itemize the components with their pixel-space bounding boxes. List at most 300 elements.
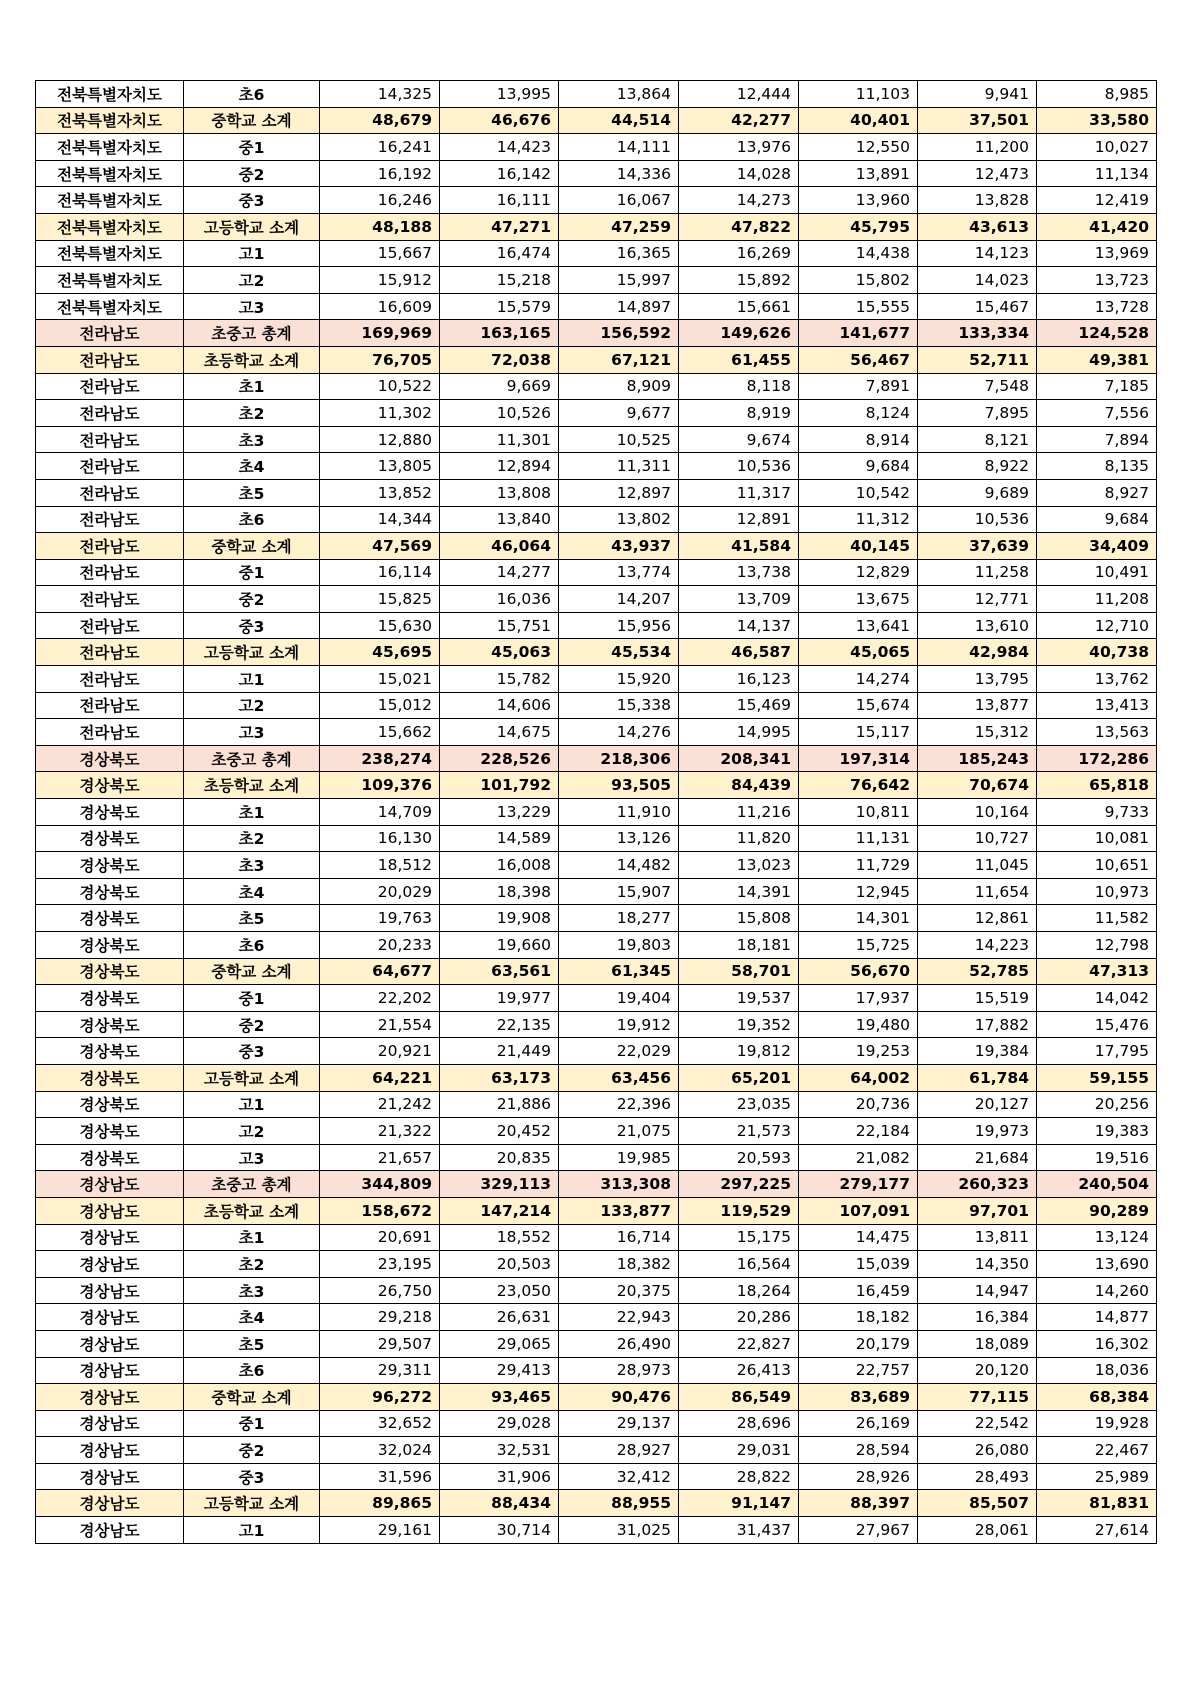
value-cell: 22,396 xyxy=(559,1091,679,1118)
value-cell: 14,042 xyxy=(1037,985,1157,1012)
value-cell: 15,956 xyxy=(559,612,679,639)
region-cell: 전북특별자치도 xyxy=(36,160,184,187)
value-cell: 93,505 xyxy=(559,772,679,799)
value-cell: 15,021 xyxy=(320,666,440,693)
value-cell: 14,475 xyxy=(799,1224,918,1251)
value-cell: 158,672 xyxy=(320,1197,440,1224)
value-cell: 7,548 xyxy=(918,373,1037,400)
value-cell: 14,589 xyxy=(440,825,559,852)
value-cell: 14,277 xyxy=(440,559,559,586)
value-cell: 13,808 xyxy=(440,479,559,506)
value-cell: 46,587 xyxy=(679,639,799,666)
value-cell: 22,184 xyxy=(799,1118,918,1145)
value-cell: 45,695 xyxy=(320,639,440,666)
category-cell: 초4 xyxy=(184,1304,320,1331)
region-cell: 전북특별자치도 xyxy=(36,213,184,240)
category-cell: 중1 xyxy=(184,134,320,161)
value-cell: 48,679 xyxy=(320,107,440,134)
value-cell: 8,121 xyxy=(918,426,1037,453)
value-cell: 19,516 xyxy=(1037,1144,1157,1171)
value-cell: 15,782 xyxy=(440,666,559,693)
region-cell: 경상북도 xyxy=(36,1144,184,1171)
category-cell: 초등학교 소계 xyxy=(184,772,320,799)
subtotal-row xyxy=(36,1490,1157,1517)
category-cell: 초6 xyxy=(184,81,320,108)
category-cell: 고3 xyxy=(184,1144,320,1171)
category-cell: 초중고 총계 xyxy=(184,320,320,347)
category-cell: 중3 xyxy=(184,1038,320,1065)
value-cell: 20,593 xyxy=(679,1144,799,1171)
value-cell: 20,503 xyxy=(440,1251,559,1278)
table-row xyxy=(36,1463,1157,1490)
table-row xyxy=(36,267,1157,294)
table-row xyxy=(36,1437,1157,1464)
region-cell: 전라남도 xyxy=(36,400,184,427)
value-cell: 15,661 xyxy=(679,293,799,320)
value-cell: 47,569 xyxy=(320,533,440,560)
value-cell: 15,630 xyxy=(320,612,440,639)
value-cell: 8,135 xyxy=(1037,453,1157,480)
value-cell: 65,818 xyxy=(1037,772,1157,799)
region-cell: 전북특별자치도 xyxy=(36,187,184,214)
value-cell: 15,117 xyxy=(799,719,918,746)
value-cell: 10,727 xyxy=(918,825,1037,852)
value-cell: 19,352 xyxy=(679,1011,799,1038)
value-cell: 20,127 xyxy=(918,1091,1037,1118)
value-cell: 9,669 xyxy=(440,373,559,400)
value-cell: 18,552 xyxy=(440,1224,559,1251)
value-cell: 97,701 xyxy=(918,1197,1037,1224)
value-cell: 40,145 xyxy=(799,533,918,560)
value-cell: 26,080 xyxy=(918,1437,1037,1464)
value-cell: 10,491 xyxy=(1037,559,1157,586)
table-row xyxy=(36,1517,1157,1544)
category-cell: 중3 xyxy=(184,612,320,639)
region-cell: 경상북도 xyxy=(36,799,184,826)
value-cell: 133,877 xyxy=(559,1197,679,1224)
table-row xyxy=(36,506,1157,533)
category-cell: 중3 xyxy=(184,1463,320,1490)
value-cell: 28,594 xyxy=(799,1437,918,1464)
value-cell: 52,711 xyxy=(918,346,1037,373)
value-cell: 84,439 xyxy=(679,772,799,799)
region-cell: 전라남도 xyxy=(36,479,184,506)
value-cell: 124,528 xyxy=(1037,320,1157,347)
value-cell: 27,967 xyxy=(799,1517,918,1544)
value-cell: 18,182 xyxy=(799,1304,918,1331)
value-cell: 19,383 xyxy=(1037,1118,1157,1145)
value-cell: 26,490 xyxy=(559,1330,679,1357)
value-cell: 16,008 xyxy=(440,852,559,879)
region-cell: 경상북도 xyxy=(36,1011,184,1038)
value-cell: 41,584 xyxy=(679,533,799,560)
value-cell: 40,738 xyxy=(1037,639,1157,666)
value-cell: 8,919 xyxy=(679,400,799,427)
value-cell: 11,311 xyxy=(559,453,679,480)
table-row xyxy=(36,905,1157,932)
value-cell: 19,977 xyxy=(440,985,559,1012)
value-cell: 14,111 xyxy=(559,134,679,161)
value-cell: 11,312 xyxy=(799,506,918,533)
value-cell: 10,811 xyxy=(799,799,918,826)
value-cell: 7,556 xyxy=(1037,400,1157,427)
region-cell: 경상남도 xyxy=(36,1277,184,1304)
value-cell: 11,216 xyxy=(679,799,799,826)
value-cell: 19,928 xyxy=(1037,1410,1157,1437)
category-cell: 중학교 소계 xyxy=(184,107,320,134)
value-cell: 25,989 xyxy=(1037,1463,1157,1490)
value-cell: 11,729 xyxy=(799,852,918,879)
value-cell: 14,350 xyxy=(918,1251,1037,1278)
value-cell: 14,606 xyxy=(440,692,559,719)
value-cell: 28,822 xyxy=(679,1463,799,1490)
value-cell: 8,985 xyxy=(1037,81,1157,108)
value-cell: 13,728 xyxy=(1037,293,1157,320)
value-cell: 15,555 xyxy=(799,293,918,320)
region-cell: 전라남도 xyxy=(36,586,184,613)
value-cell: 13,610 xyxy=(918,612,1037,639)
value-cell: 19,973 xyxy=(918,1118,1037,1145)
value-cell: 64,002 xyxy=(799,1064,918,1091)
value-cell: 21,554 xyxy=(320,1011,440,1038)
value-cell: 27,614 xyxy=(1037,1517,1157,1544)
value-cell: 12,444 xyxy=(679,81,799,108)
value-cell: 15,920 xyxy=(559,666,679,693)
region-cell: 전북특별자치도 xyxy=(36,293,184,320)
table-row xyxy=(36,134,1157,161)
value-cell: 31,596 xyxy=(320,1463,440,1490)
value-cell: 16,067 xyxy=(559,187,679,214)
value-cell: 88,955 xyxy=(559,1490,679,1517)
value-cell: 19,763 xyxy=(320,905,440,932)
table-row xyxy=(36,666,1157,693)
subtotal-row xyxy=(36,958,1157,985)
value-cell: 12,710 xyxy=(1037,612,1157,639)
value-cell: 14,274 xyxy=(799,666,918,693)
category-cell: 고1 xyxy=(184,1091,320,1118)
value-cell: 88,397 xyxy=(799,1490,918,1517)
value-cell: 13,675 xyxy=(799,586,918,613)
value-cell: 47,271 xyxy=(440,213,559,240)
value-cell: 86,549 xyxy=(679,1384,799,1411)
value-cell: 15,667 xyxy=(320,240,440,267)
table-row xyxy=(36,293,1157,320)
table-row xyxy=(36,1091,1157,1118)
value-cell: 12,897 xyxy=(559,479,679,506)
region-cell: 경상남도 xyxy=(36,1384,184,1411)
value-cell: 15,912 xyxy=(320,267,440,294)
value-cell: 19,912 xyxy=(559,1011,679,1038)
value-cell: 61,784 xyxy=(918,1064,1037,1091)
value-cell: 56,670 xyxy=(799,958,918,985)
value-cell: 21,075 xyxy=(559,1118,679,1145)
value-cell: 14,023 xyxy=(918,267,1037,294)
value-cell: 20,921 xyxy=(320,1038,440,1065)
value-cell: 16,459 xyxy=(799,1277,918,1304)
table-row xyxy=(36,1144,1157,1171)
value-cell: 22,029 xyxy=(559,1038,679,1065)
value-cell: 15,808 xyxy=(679,905,799,932)
value-cell: 156,592 xyxy=(559,320,679,347)
value-cell: 12,550 xyxy=(799,134,918,161)
table-row xyxy=(36,1251,1157,1278)
category-cell: 고등학교 소계 xyxy=(184,1490,320,1517)
value-cell: 40,401 xyxy=(799,107,918,134)
value-cell: 43,613 xyxy=(918,213,1037,240)
value-cell: 133,334 xyxy=(918,320,1037,347)
category-cell: 중1 xyxy=(184,1410,320,1437)
value-cell: 15,825 xyxy=(320,586,440,613)
value-cell: 12,473 xyxy=(918,160,1037,187)
value-cell: 26,631 xyxy=(440,1304,559,1331)
value-cell: 21,449 xyxy=(440,1038,559,1065)
value-cell: 88,434 xyxy=(440,1490,559,1517)
category-cell: 초6 xyxy=(184,506,320,533)
value-cell: 21,573 xyxy=(679,1118,799,1145)
value-cell: 64,677 xyxy=(320,958,440,985)
value-cell: 13,960 xyxy=(799,187,918,214)
value-cell: 20,375 xyxy=(559,1277,679,1304)
region-cell: 경상남도 xyxy=(36,1251,184,1278)
table-row xyxy=(36,1330,1157,1357)
value-cell: 11,200 xyxy=(918,134,1037,161)
value-cell: 10,027 xyxy=(1037,134,1157,161)
region-cell: 경상북도 xyxy=(36,985,184,1012)
value-cell: 14,207 xyxy=(559,586,679,613)
value-cell: 11,301 xyxy=(440,426,559,453)
value-cell: 297,225 xyxy=(679,1171,799,1198)
value-cell: 45,063 xyxy=(440,639,559,666)
value-cell: 228,526 xyxy=(440,745,559,772)
category-cell: 중2 xyxy=(184,586,320,613)
value-cell: 45,795 xyxy=(799,213,918,240)
value-cell: 7,185 xyxy=(1037,373,1157,400)
value-cell: 14,301 xyxy=(799,905,918,932)
region-cell: 전북특별자치도 xyxy=(36,240,184,267)
region-cell: 전라남도 xyxy=(36,346,184,373)
value-cell: 9,689 xyxy=(918,479,1037,506)
value-cell: 30,714 xyxy=(440,1517,559,1544)
value-cell: 11,654 xyxy=(918,878,1037,905)
value-cell: 29,161 xyxy=(320,1517,440,1544)
category-cell: 고2 xyxy=(184,1118,320,1145)
value-cell: 20,179 xyxy=(799,1330,918,1357)
category-cell: 중3 xyxy=(184,187,320,214)
value-cell: 15,725 xyxy=(799,932,918,959)
region-cell: 전북특별자치도 xyxy=(36,81,184,108)
category-cell: 초4 xyxy=(184,878,320,905)
value-cell: 91,147 xyxy=(679,1490,799,1517)
value-cell: 20,736 xyxy=(799,1091,918,1118)
value-cell: 119,529 xyxy=(679,1197,799,1224)
region-cell: 경상남도 xyxy=(36,1410,184,1437)
value-cell: 9,941 xyxy=(918,81,1037,108)
value-cell: 15,662 xyxy=(320,719,440,746)
table-row xyxy=(36,1118,1157,1145)
category-cell: 중학교 소계 xyxy=(184,1384,320,1411)
value-cell: 15,469 xyxy=(679,692,799,719)
table-row xyxy=(36,240,1157,267)
value-cell: 26,413 xyxy=(679,1357,799,1384)
value-cell: 34,409 xyxy=(1037,533,1157,560)
value-cell: 13,709 xyxy=(679,586,799,613)
value-cell: 13,413 xyxy=(1037,692,1157,719)
value-cell: 169,969 xyxy=(320,320,440,347)
value-cell: 19,480 xyxy=(799,1011,918,1038)
value-cell: 9,684 xyxy=(799,453,918,480)
value-cell: 22,135 xyxy=(440,1011,559,1038)
region-cell: 경상북도 xyxy=(36,772,184,799)
value-cell: 9,684 xyxy=(1037,506,1157,533)
category-cell: 초2 xyxy=(184,1251,320,1278)
value-cell: 76,642 xyxy=(799,772,918,799)
value-cell: 109,376 xyxy=(320,772,440,799)
value-cell: 344,809 xyxy=(320,1171,440,1198)
value-cell: 19,803 xyxy=(559,932,679,959)
table-row xyxy=(36,799,1157,826)
total-row xyxy=(36,745,1157,772)
table-row xyxy=(36,985,1157,1012)
value-cell: 16,123 xyxy=(679,666,799,693)
value-cell: 10,526 xyxy=(440,400,559,427)
value-cell: 21,242 xyxy=(320,1091,440,1118)
value-cell: 11,820 xyxy=(679,825,799,852)
value-cell: 16,142 xyxy=(440,160,559,187)
value-cell: 29,065 xyxy=(440,1330,559,1357)
region-cell: 전라남도 xyxy=(36,719,184,746)
region-cell: 전라남도 xyxy=(36,612,184,639)
region-cell: 경상북도 xyxy=(36,905,184,932)
value-cell: 15,751 xyxy=(440,612,559,639)
value-cell: 16,365 xyxy=(559,240,679,267)
value-cell: 45,534 xyxy=(559,639,679,666)
value-cell: 12,894 xyxy=(440,453,559,480)
value-cell: 32,652 xyxy=(320,1410,440,1437)
value-cell: 14,325 xyxy=(320,81,440,108)
value-cell: 14,438 xyxy=(799,240,918,267)
value-cell: 10,651 xyxy=(1037,852,1157,879)
value-cell: 9,674 xyxy=(679,426,799,453)
category-cell: 고3 xyxy=(184,293,320,320)
value-cell: 28,493 xyxy=(918,1463,1037,1490)
region-cell: 전라남도 xyxy=(36,426,184,453)
value-cell: 23,050 xyxy=(440,1277,559,1304)
table-row xyxy=(36,479,1157,506)
value-cell: 18,089 xyxy=(918,1330,1037,1357)
value-cell: 13,774 xyxy=(559,559,679,586)
category-cell: 고3 xyxy=(184,719,320,746)
region-cell: 경상남도 xyxy=(36,1357,184,1384)
value-cell: 19,812 xyxy=(679,1038,799,1065)
value-cell: 63,173 xyxy=(440,1064,559,1091)
value-cell: 20,835 xyxy=(440,1144,559,1171)
value-cell: 329,113 xyxy=(440,1171,559,1198)
value-cell: 28,973 xyxy=(559,1357,679,1384)
region-cell: 전북특별자치도 xyxy=(36,107,184,134)
value-cell: 7,891 xyxy=(799,373,918,400)
region-cell: 전라남도 xyxy=(36,639,184,666)
category-cell: 중2 xyxy=(184,1011,320,1038)
value-cell: 83,689 xyxy=(799,1384,918,1411)
value-cell: 16,130 xyxy=(320,825,440,852)
region-cell: 전라남도 xyxy=(36,692,184,719)
subtotal-row xyxy=(36,107,1157,134)
value-cell: 72,038 xyxy=(440,346,559,373)
value-cell: 16,192 xyxy=(320,160,440,187)
value-cell: 9,733 xyxy=(1037,799,1157,826)
value-cell: 20,256 xyxy=(1037,1091,1157,1118)
value-cell: 21,657 xyxy=(320,1144,440,1171)
value-cell: 19,908 xyxy=(440,905,559,932)
category-cell: 초6 xyxy=(184,1357,320,1384)
value-cell: 52,785 xyxy=(918,958,1037,985)
category-cell: 중2 xyxy=(184,160,320,187)
category-cell: 고1 xyxy=(184,1517,320,1544)
category-cell: 초5 xyxy=(184,479,320,506)
table-row xyxy=(36,373,1157,400)
value-cell: 20,120 xyxy=(918,1357,1037,1384)
value-cell: 15,476 xyxy=(1037,1011,1157,1038)
value-cell: 20,452 xyxy=(440,1118,559,1145)
value-cell: 47,313 xyxy=(1037,958,1157,985)
value-cell: 28,061 xyxy=(918,1517,1037,1544)
table-row xyxy=(36,400,1157,427)
table-row xyxy=(36,81,1157,108)
value-cell: 29,413 xyxy=(440,1357,559,1384)
value-cell: 101,792 xyxy=(440,772,559,799)
value-cell: 43,937 xyxy=(559,533,679,560)
value-cell: 13,864 xyxy=(559,81,679,108)
region-cell: 경상남도 xyxy=(36,1330,184,1357)
total-row xyxy=(36,320,1157,347)
value-cell: 29,028 xyxy=(440,1410,559,1437)
value-cell: 185,243 xyxy=(918,745,1037,772)
category-cell: 고등학교 소계 xyxy=(184,1064,320,1091)
value-cell: 19,384 xyxy=(918,1038,1037,1065)
value-cell: 313,308 xyxy=(559,1171,679,1198)
value-cell: 13,762 xyxy=(1037,666,1157,693)
value-cell: 28,926 xyxy=(799,1463,918,1490)
value-cell: 45,065 xyxy=(799,639,918,666)
category-cell: 초등학교 소계 xyxy=(184,346,320,373)
region-cell: 경상북도 xyxy=(36,1038,184,1065)
table-row xyxy=(36,559,1157,586)
value-cell: 8,914 xyxy=(799,426,918,453)
value-cell: 208,341 xyxy=(679,745,799,772)
value-cell: 18,398 xyxy=(440,878,559,905)
table-row xyxy=(36,719,1157,746)
value-cell: 56,467 xyxy=(799,346,918,373)
value-cell: 14,336 xyxy=(559,160,679,187)
table-row xyxy=(36,1277,1157,1304)
value-cell: 13,126 xyxy=(559,825,679,852)
value-cell: 42,277 xyxy=(679,107,799,134)
value-cell: 15,338 xyxy=(559,692,679,719)
value-cell: 11,258 xyxy=(918,559,1037,586)
value-cell: 15,579 xyxy=(440,293,559,320)
category-cell: 고1 xyxy=(184,666,320,693)
value-cell: 13,802 xyxy=(559,506,679,533)
region-cell: 경상남도 xyxy=(36,1517,184,1544)
value-cell: 11,103 xyxy=(799,81,918,108)
value-cell: 37,639 xyxy=(918,533,1037,560)
category-cell: 고등학교 소계 xyxy=(184,639,320,666)
subtotal-row xyxy=(36,639,1157,666)
value-cell: 16,246 xyxy=(320,187,440,214)
value-cell: 14,223 xyxy=(918,932,1037,959)
value-cell: 68,384 xyxy=(1037,1384,1157,1411)
value-cell: 279,177 xyxy=(799,1171,918,1198)
